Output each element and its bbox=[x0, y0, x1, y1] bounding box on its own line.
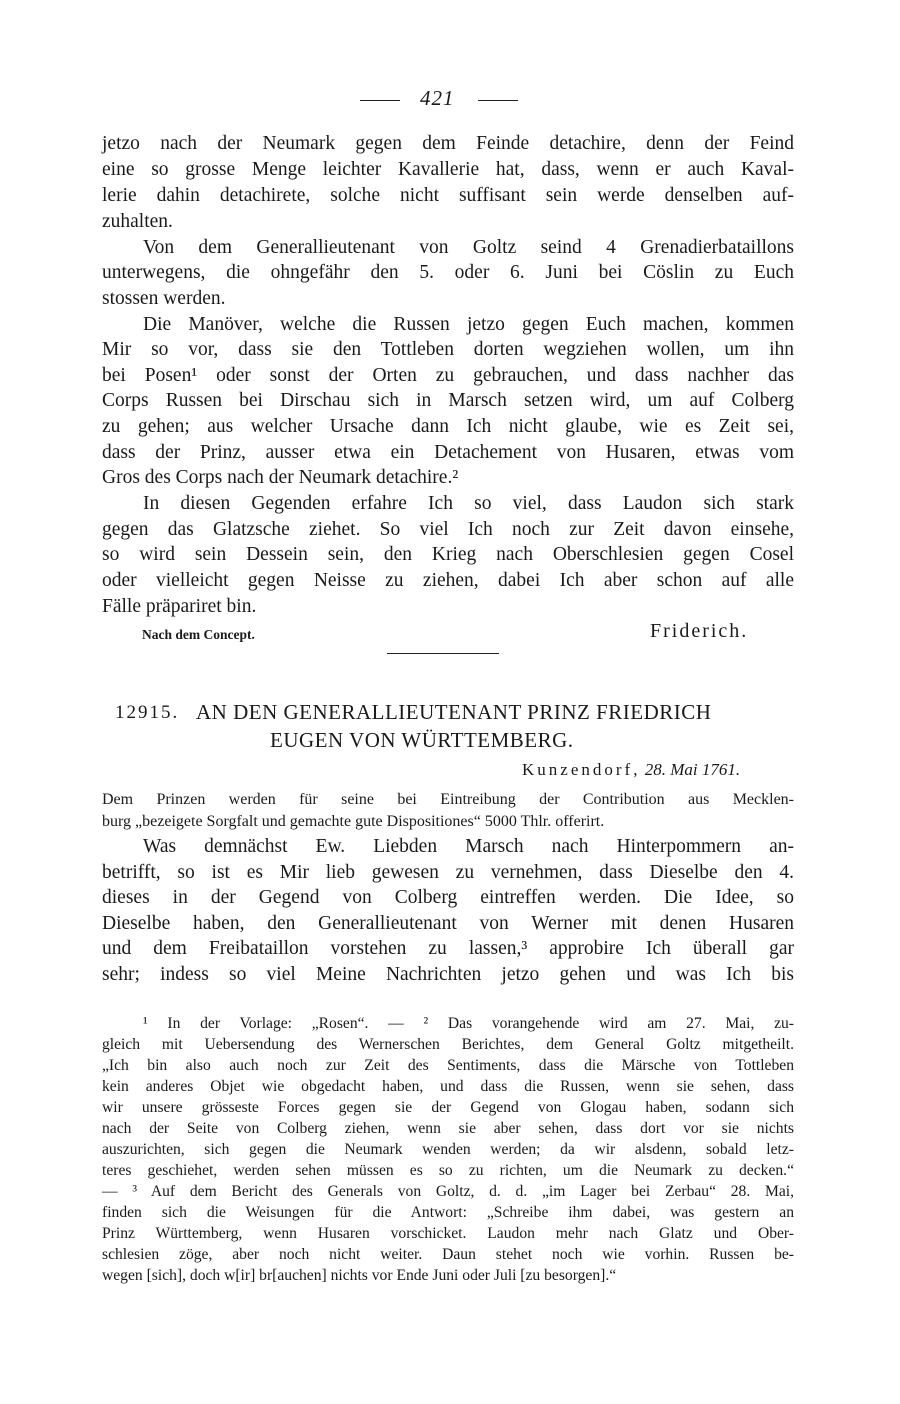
footnote-line: „Ich bin also auch noch zur Zeit des Sentiments, dass die Märsche von Tottleben bbox=[102, 1057, 794, 1074]
footnote-line: teres geschiehet, werden sehen müssen es so zu richten, um die Neumark zu decken.“ bbox=[102, 1162, 794, 1179]
body-line: unterwegens, die ohngefähr den 5. oder 6. Juni bei Cöslin zu Euch bbox=[102, 262, 794, 283]
body-line: Die Manöver, welche die Russen jetzo gegen Euch machen, kommen bbox=[143, 314, 794, 335]
footnote-line: ¹ In der Vorlage: „Rosen“. — ² Das vorangehende wird am 27. Mai, zu- bbox=[143, 1015, 794, 1032]
dateline bbox=[522, 760, 740, 780]
body-line: Gros des Corps nach der Neumark detachire.² bbox=[102, 467, 459, 488]
header-rule-right bbox=[478, 100, 518, 101]
body-line: dass der Prinz, ausser etwa ein Detachement von Husaren, etwas vom bbox=[102, 442, 794, 463]
body-line: oder vielleicht gegen Neisse zu ziehen, dabei Ich aber schon auf alle bbox=[102, 570, 794, 591]
letter-line: Dieselbe haben, den Generallieutenant von Werner mit denen Husaren bbox=[102, 913, 794, 934]
body-line: Mir so vor, dass sie den Tottleben dorten wegziehen wollen, um ihn bbox=[102, 339, 794, 360]
body-line: zuhalten. bbox=[102, 211, 173, 232]
signature: Friderich. bbox=[650, 620, 749, 642]
body-line: Corps Russen bei Dirschau sich in Marsch setzen wird, um auf Colberg bbox=[102, 390, 794, 411]
body-line: eine so grosse Menge leichter Kavallerie hat, dass, wenn er auch Kaval- bbox=[102, 159, 794, 180]
footnote-line: — ³ Auf dem Bericht des Generals von Goltz, d. d. „im Lager bei Zerbau“ 28. Mai, bbox=[102, 1183, 794, 1200]
body-line: jetzo nach der Neumark gegen dem Feinde detachire, denn der Feind bbox=[102, 133, 794, 154]
summary-line: Dem Prinzen werden für seine bei Eintreibung der Contribution aus Mecklen- bbox=[102, 791, 794, 808]
footnote-line: Prinz Württemberg, wenn Husaren vorschicket. Laudon mehr nach Glatz und Ober- bbox=[102, 1225, 794, 1242]
letter-line: dieses in der Gegend von Colberg eintreffen werden. Die Idee, so bbox=[102, 887, 794, 908]
letter-line: Was demnächst Ew. Liebden Marsch nach Hinterpommern an- bbox=[143, 836, 794, 857]
page-header bbox=[0, 86, 900, 116]
footnote-line: auszurichten, sich gegen die Neumark wenden werden; da wir alsdenn, sobald letz- bbox=[102, 1141, 794, 1158]
footnote-line: nach der Seite von Colberg ziehen, wenn sie aber sehen, dass dort vor sie nichts bbox=[102, 1120, 794, 1137]
body-line: Von dem Generallieutenant von Goltz seind 4 Grenadierbataillons bbox=[143, 237, 794, 258]
footnote-line: schlesien zöge, aber noch nicht weiter. Daun stehet noch wie vorhin. Russen be- bbox=[102, 1246, 794, 1263]
body-line: zu gehen; aus welcher Ursache dann Ich nicht glaube, wie es Zeit sei, bbox=[102, 416, 794, 437]
dateline-date: 28. Mai 1761. bbox=[644, 760, 741, 779]
letter-number: 12915. bbox=[115, 702, 180, 723]
section-separator bbox=[387, 653, 499, 654]
footnote-line: kein anderes Objet wie obgedacht haben, und dass die Russen, wenn sie sehen, dass bbox=[102, 1078, 794, 1095]
header-rule-left bbox=[360, 100, 400, 101]
summary-line: burg „bezeigete Sorgfalt und gemachte gute Dispositiones“ 5000 Thlr. offerirt. bbox=[102, 813, 605, 830]
letter-line: betrifft, so ist es Mir lieb gewesen zu vernehmen, dass Dieselbe den 4. bbox=[102, 862, 794, 883]
source-note: Nach dem Concept. bbox=[142, 627, 255, 642]
body-line: stossen werden. bbox=[102, 288, 226, 309]
body-line: gegen das Glatzsche ziehet. So viel Ich noch zur Zeit davon einsehe, bbox=[102, 519, 794, 540]
body-line: bei Posen¹ oder sonst der Orten zu gebrauchen, und dass nachher das bbox=[102, 365, 794, 386]
letter-line: und dem Freibataillon vorstehen zu lassen,³ approbire Ich überall gar bbox=[102, 938, 794, 959]
body-line: Fälle präpariret bin. bbox=[102, 596, 257, 617]
body-line: so wird sein Dessein sein, den Krieg nach Oberschlesien gegen Cosel bbox=[102, 544, 794, 565]
body-line: lerie dahin detachirete, solche nicht suffisant sein werde denselben auf- bbox=[102, 185, 794, 206]
footnote-line: wir unsere grösseste Forces gegen sie der Gegend von Glogau haben, sodann sich bbox=[102, 1099, 794, 1116]
footnote-line: wegen [sich], doch w[ir] br[auchen] nichts vor Ende Juni oder Juli [zu besorgen].“ bbox=[102, 1267, 617, 1284]
body-line: In diesen Gegenden erfahre Ich so viel, dass Laudon sich stark bbox=[143, 493, 794, 514]
page-number: 421 bbox=[420, 86, 455, 110]
letter-line: sehr; indess so viel Meine Nachrichten jetzo gehen und was Ich bis bbox=[102, 964, 794, 985]
footnote-line: gleich mit Uebersendung des Wernerschen Berichtes, dem General Goltz mitgetheilt. bbox=[102, 1036, 794, 1053]
letter-heading-continued: EUGEN VON WÜRTTEMBERG. bbox=[270, 728, 574, 752]
letter-heading: AN DEN GENERALLIEUTENANT PRINZ FRIEDRICH bbox=[196, 700, 712, 724]
footnote-line: finden sich die Weisungen für die Antwort: „Schreibe ihm dabei, was gestern an bbox=[102, 1204, 794, 1221]
dateline-place: Kunzendorf, bbox=[522, 760, 641, 779]
